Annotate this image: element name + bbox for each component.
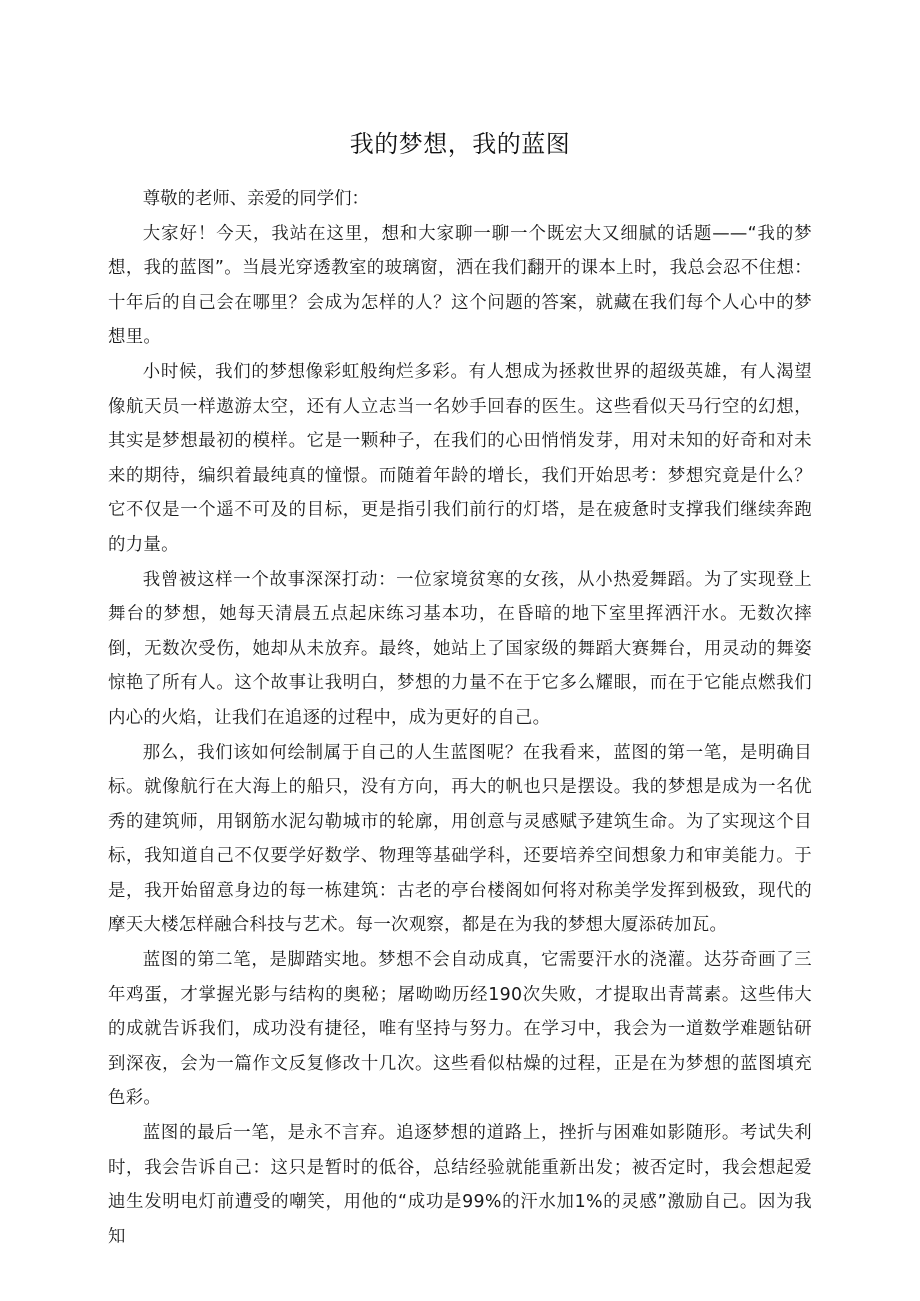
paragraph-last-stroke: 蓝图的最后一笔，是永不言弃。追逐梦想的道路上，挫折与困难如影随形。考试失利时，我会告诉自己：这只是暂时的低谷，总结经验就能重新出发；被否定时，我会想起爱迪生发明电灯前遭受的嘲笑，用他的“成功是99%的汗水加1%的灵感”激励自己。因为我知 xyxy=(108,1123,812,1247)
document-title: 我的梦想，我的蓝图 xyxy=(349,130,571,158)
paragraph-second-stroke: 蓝图的第二笔，是脚踏实地。梦想不会自动成真，它需要汗水的浇灌。达芬奇画了三年鸡蛋，才掌握光影与结构的奥秘；屠呦呦历经190次失败，才提取出青蒿素。这些伟大的成就告诉我们，成功没有捷径，唯有坚持与努力。在学习中，我会为一道数学难题钻研到深夜，会为一篇作文反复修改十几次。这些看似枯燥的过程，正是在为梦想的蓝图填充色彩。 xyxy=(108,950,812,1109)
salutation: 尊敬的老师、亲爱的同学们： xyxy=(142,189,369,209)
paragraph-greeting: 大家好！今天，我站在这里，想和大家聊一聊一个既宏大又细腻的话题——“我的梦想，我的蓝图”。当晨光穿透教室的玻璃窗，洒在我们翻开的课本上时，我总会忍不住想：十年后的自己会在哪里？会成为怎样的人？这个问题的答案，就藏在我们每个人心中的梦想里。 xyxy=(108,223,812,348)
document-body xyxy=(108,182,812,1254)
document-page xyxy=(108,0,812,1254)
paragraph-childhood-dreams: 小时候，我们的梦想像彩虹般绚烂多彩。有人想成为拯救世界的超级英雄，有人渴望像航天员一样遨游太空，还有人立志当一名妙手回春的医生。这些看似天马行空的幻想，其实是梦想最初的模样。它是一颗种子，在我们的心田悄悄发芽，用对未知的好奇和对未来的期待，编织着最纯真的憧憬。而随着年龄的增长，我们开始思考：梦想究竟是什么？它不仅是一个遥不可及的目标，更是指引我们前行的灯塔，是在疲惫时支撑我们继续奔跑的力量。 xyxy=(108,361,812,555)
paragraph-first-stroke: 那么，我们该如何绘制属于自己的人生蓝图呢？在我看来，蓝图的第一笔，是明确目标。就像航行在大海上的船只，没有方向，再大的帆也只是摆设。我的梦想是成为一名优秀的建筑师，用钢筋水泥勾勒城市的轮廓，用创意与灵感赋予建筑生命。为了实现这个目标，我知道自己不仅要学好数学、物理等基础学科，还要培养空间想象力和审美能力。于是，我开始留意身边的每一栋建筑：古老的亭台楼阁如何将对称美学发挥到极致，现代的摩天大楼怎样融合科技与艺术。每一次观察，都是在为我的梦想大厦添砖加瓦。 xyxy=(108,742,812,936)
paragraph-dancer-story: 我曾被这样一个故事深深打动：一位家境贫寒的女孩，从小热爱舞蹈。为了实现登上舞台的梦想，她每天清晨五点起床练习基本功，在昏暗的地下室里挥洒汗水。无数次摔倒，无数次受伤，她却从未放弃。最终，她站上了国家级的舞蹈大赛舞台，用灵动的舞姿惊艳了所有人。这个故事让我明白，梦想的力量不在于它多么耀眼，而在于它能点燃我们内心的火焰，让我们在追逐的过程中，成为更好的自己。 xyxy=(108,569,812,728)
